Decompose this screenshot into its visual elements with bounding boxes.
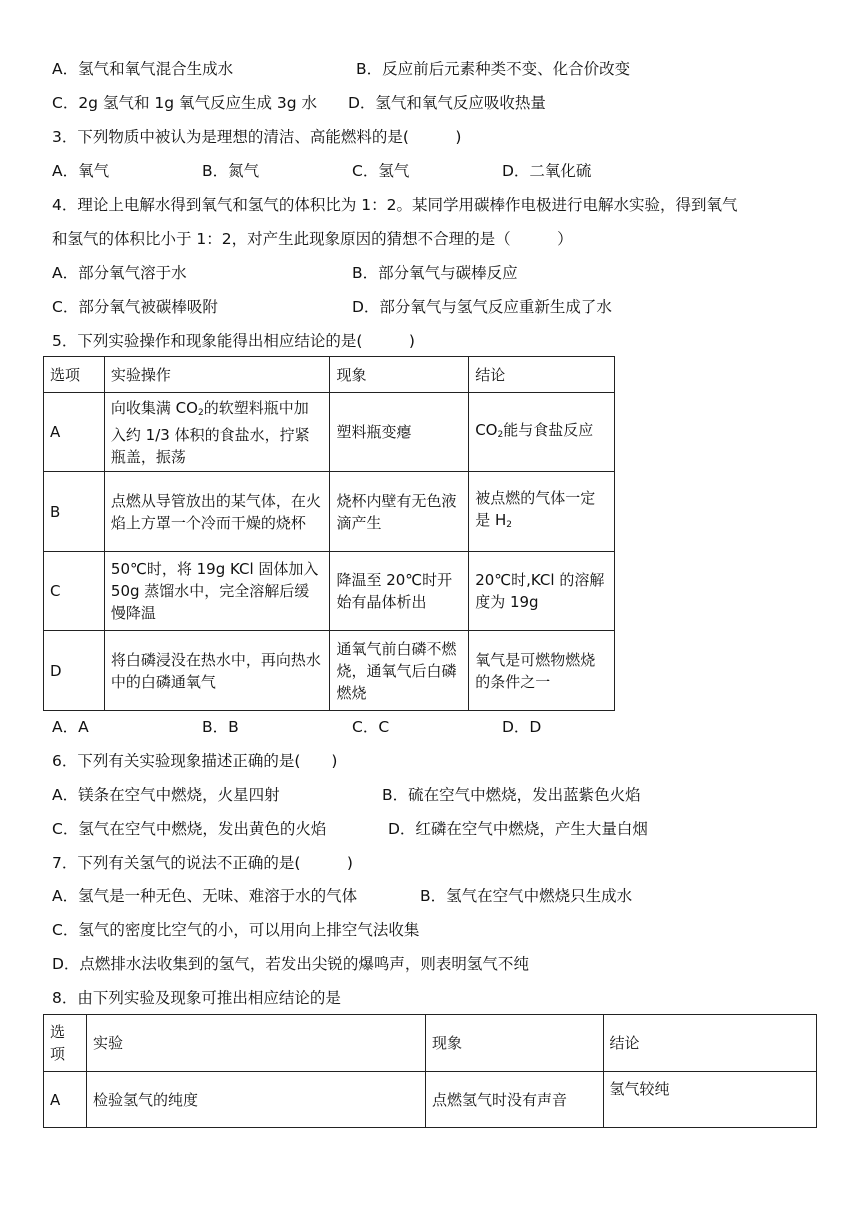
header-phenomenon: 现象 — [330, 357, 469, 393]
question-8-table — [43, 1014, 817, 1128]
line-segment: 4．理论上电解水得到氧气和氢气的体积比为 1：2。某同学用碳棒作电极进行电解水实验，得到氧气 — [52, 196, 738, 214]
row-conclusion: 氢气较纯 — [603, 1072, 816, 1128]
table-row — [44, 552, 615, 631]
row-option: D — [44, 631, 105, 711]
line-segment: 8．由下列实验及现象可推出相应结论的是 — [52, 989, 341, 1007]
line-segment: 6．下列有关实验现象描述正确的是( ) — [52, 752, 338, 770]
line-segment: D．D — [502, 718, 542, 736]
row-option: B — [44, 472, 105, 552]
table-row — [44, 1072, 817, 1128]
row-conclusion: $CO_2$能与食盐反应 — [469, 393, 615, 472]
line-segment: A．氢气是一种无色、无味、难溶于水的气体 — [52, 887, 358, 905]
row-operation: 向收集满 $CO_2$的软塑料瓶中加入约 1/3 体积的食盐水，拧紧瓶盖，振荡 — [104, 393, 330, 472]
line-segment: C．C — [352, 718, 390, 736]
line-segment: A．A — [52, 718, 89, 736]
line-segment: B．氮气 — [202, 162, 260, 180]
row-phenomenon: 降温至 20℃时开始有晶体析出 — [330, 552, 469, 631]
row-phenomenon: 点燃氢气时没有声音 — [426, 1072, 604, 1128]
line-segment: C．部分氧气被碳棒吸附 — [52, 298, 218, 316]
line-segment: C．氢气的密度比空气的小，可以用向上排空气法收集 — [52, 921, 420, 939]
row-option: A — [44, 393, 105, 472]
row-experiment: 检验氢气的纯度 — [86, 1072, 425, 1128]
header-option: 选项 — [44, 1015, 87, 1072]
line-segment: B．部分氧气与碳棒反应 — [352, 264, 518, 282]
line-segment: D．二氧化硫 — [502, 162, 592, 180]
line-segment: C．氢气在空气中燃烧，发出黄色的火焰 — [52, 820, 327, 838]
row-phenomenon: 通氧气前白磷不燃烧，通氧气后白磷燃烧 — [330, 631, 469, 711]
row-phenomenon: 烧杯内壁有无色液滴产生 — [330, 472, 469, 552]
row-phenomenon: 塑料瓶变瘪 — [330, 393, 469, 472]
line-segment: A．镁条在空气中燃烧，火星四射 — [52, 786, 280, 804]
line-segment: D．氢气和氧气反应吸收热量 — [348, 94, 546, 112]
header-conclusion: 结论 — [469, 357, 615, 393]
line-segment: 7．下列有关氢气的说法不正确的是( ) — [52, 854, 353, 872]
line-segment: D．部分氧气与氢气反应重新生成了水 — [352, 298, 612, 316]
table-header-row — [44, 357, 615, 393]
row-conclusion: 20℃时,KCl 的溶解度为 19g — [469, 552, 615, 631]
line-segment: D．点燃排水法收集到的氢气，若发出尖锐的爆鸣声，则表明氢气不纯 — [52, 955, 529, 973]
table-row — [44, 393, 615, 472]
row-operation: 将白磷浸没在热水中，再向热水中的白磷通氧气 — [104, 631, 330, 711]
table-row — [44, 472, 615, 552]
table-row — [44, 631, 615, 711]
table-header-row — [44, 1015, 817, 1072]
question-5-table — [43, 356, 615, 711]
header-experiment: 实验 — [86, 1015, 425, 1072]
header-option: 选项 — [44, 357, 105, 393]
row-conclusion: 被点燃的气体一定是 $H_2$ — [469, 472, 615, 552]
header-conclusion: 结论 — [603, 1015, 816, 1072]
line-segment: D．红磷在空气中燃烧，产生大量白烟 — [388, 820, 648, 838]
row-option: A — [44, 1072, 87, 1128]
row-option: C — [44, 552, 105, 631]
line-segment: A．氧气 — [52, 162, 110, 180]
line-segment: 3．下列物质中被认为是理想的清洁、高能燃料的是( ) — [52, 128, 462, 146]
line-segment: A．氢气和氧气混合生成水 — [52, 60, 234, 78]
row-conclusion: 氧气是可燃物燃烧的条件之一 — [469, 631, 615, 711]
row-operation: 50℃时，将 19g KCl 固体加入 50g 蒸馏水中，完全溶解后缓慢降温 — [104, 552, 330, 631]
header-phenomenon: 现象 — [426, 1015, 604, 1072]
line-segment: 5．下列实验操作和现象能得出相应结论的是( ) — [52, 332, 415, 350]
line-segment: B．硫在空气中燃烧，发出蓝紫色火焰 — [382, 786, 641, 804]
line-segment: B．B — [202, 718, 239, 736]
line-segment: B．反应前后元素种类不变、化合价改变 — [356, 60, 631, 78]
line-segment: C．氢气 — [352, 162, 410, 180]
header-operation: 实验操作 — [104, 357, 330, 393]
line-segment: C．2g 氢气和 1g 氧气反应生成 3g 水 — [52, 94, 318, 112]
line-segment: 和氢气的体积比小于 1：2，对产生此现象原因的猜想不合理的是（ ） — [52, 230, 573, 248]
row-operation: 点燃从导管放出的某气体，在火焰上方罩一个冷而干燥的烧杯 — [104, 472, 330, 552]
line-segment: A．部分氧气溶于水 — [52, 264, 187, 282]
line-segment: B．氢气在空气中燃烧只生成水 — [420, 887, 633, 905]
